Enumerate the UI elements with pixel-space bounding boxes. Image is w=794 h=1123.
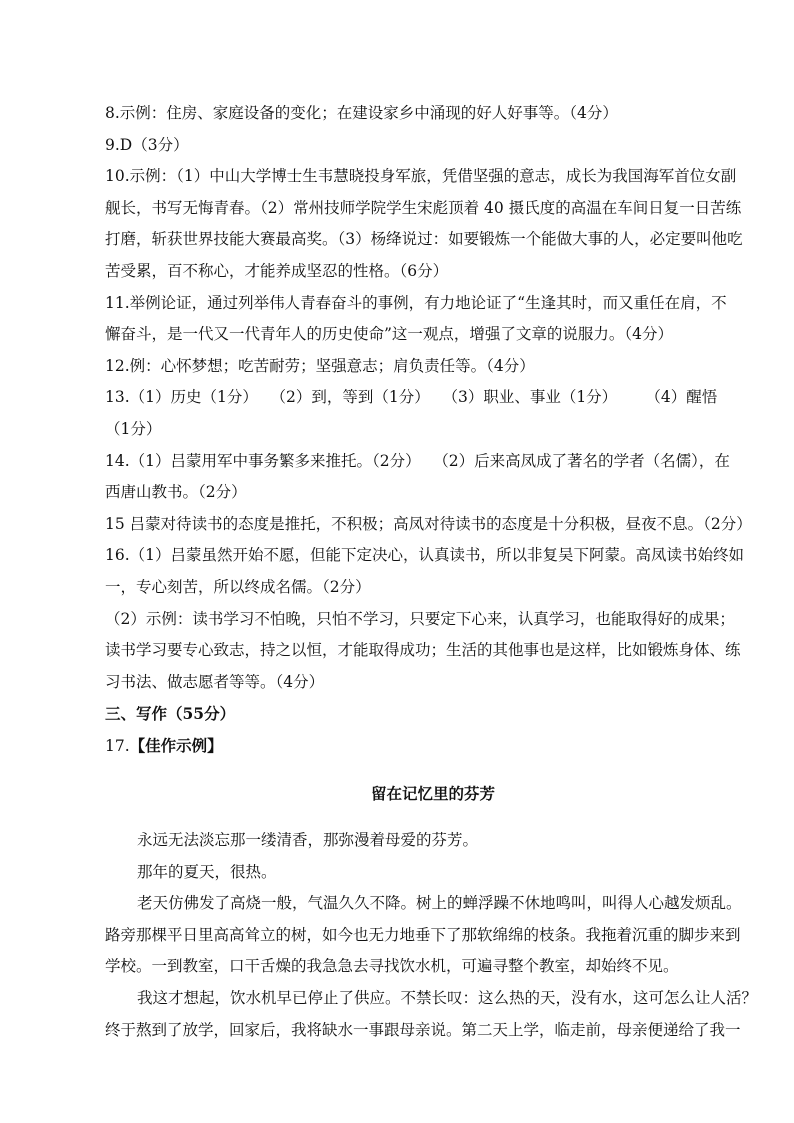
essay-line: 我这才想起，饮水机早已停止了供应。不禁长叹：这么热的天，没有水，这可怎么让人活？ xyxy=(137,989,758,1008)
answer-page xyxy=(105,98,758,1046)
essay-line: 那年的夏天，很热。 xyxy=(137,862,277,881)
answer-line: 打磨，斩获世界技能大赛最高奖。（3）杨绛说过：如要锻炼一个能做大事的人，必定要叫他吃 xyxy=(105,230,743,249)
q17-number: 17. xyxy=(105,736,130,755)
q17-line xyxy=(105,730,725,763)
answer-line: 习书法、做志愿者等等。（4分） xyxy=(105,672,325,691)
answer-line: 13.（1）历史（1分） （2）到，等到（1分） （3）职业、事业（1分） （4）醒悟 xyxy=(105,388,718,407)
answer-line: 16.（1）吕蒙虽然开始不愿，但能下定决心，认真读书，所以非复吴下阿蒙。高凤读书始终如 xyxy=(105,546,745,565)
essay-line: 学校。一到教室，口干舌燥的我急急去寻找饮水机，可遍寻整个教室，却始终不见。 xyxy=(105,957,679,976)
answer-line: 苦受累，百不称心，才能养成坚忍的性格。（6分） xyxy=(105,261,449,280)
answer-line: 一，专心刻苦，所以终成名儒。（2分） xyxy=(105,577,371,596)
q17-label: 【佳作示例】 xyxy=(129,735,223,755)
answer-line: 8.示例：住房、家庭设备的变化；在建设家乡中涌现的好人好事等。（4分） xyxy=(105,104,618,122)
essay-line: 终于熬到了放学，回家后，我将缺水一事跟母亲说。第二天上学，临走前，母亲便递给了我一 xyxy=(105,1020,741,1039)
essay-line: 永远无法淡忘那一缕清香，那弥漫着母爱的芬芳。 xyxy=(137,831,479,850)
answer-line: 11.举例论证，通过列举伟人青春奋斗的事例，有力地论证了“生逢其时，而又重任在肩，不 xyxy=(105,293,727,312)
answer-line: 10.示例：（1）中山大学博士生韦慧晓投身军旅，凭借坚强的意志，成长为我国海军首位女副 xyxy=(105,167,737,186)
answer-line: 14.（1）吕蒙用军中事务繁多来推托。（2分） （2）后来高凤成了著名的学者（名儒），在 xyxy=(105,451,730,470)
answer-line: 舰长，书写无悔青春。（2）常州技师学院学生宋彪顶着 40 摄氏度的高温在车间日复一日苦练 xyxy=(105,198,742,217)
answer-line: 懈奋斗，是一代又一代青年人的历史使命”这一观点，增强了文章的说服力。（4分） xyxy=(105,325,674,344)
answer-line: （2）示例：读书学习不怕晚，只怕不学习，只要定下心来，认真学习，也能取得好的成果； xyxy=(105,609,735,628)
answer-line: （1分） xyxy=(105,419,162,438)
essay-title: 留在记忆里的芬芳 xyxy=(370,783,495,803)
answer-line: 西唐山教书。（2分） xyxy=(105,483,247,502)
section-heading: 三、写作（55分） xyxy=(105,704,236,724)
answer-line: 12.例：心怀梦想；吃苦耐劳；坚强意志；肩负责任等。（4分） xyxy=(105,356,535,375)
essay-line: 老天仿佛发了高烧一般，气温久久不降。树上的蝉浮躁不休地鸣叫，叫得人心越发烦乱。 xyxy=(137,894,742,913)
essay-line: 路旁那棵平日里高高耸立的树，如今也无力地垂下了那软绵绵的枝条。我拖着沉重的脚步来到 xyxy=(105,925,741,944)
answer-line: 15 吕蒙对待读书的态度是推托，不积极；高凤对待读书的态度是十分积极，昼夜不息。（2分） xyxy=(105,514,752,533)
answer-line: 9.D（3分） xyxy=(105,135,189,154)
answer-line: 读书学习要专心致志，持之以恒，才能取得成功；生活的其他事也是这样，比如锻炼身体、练 xyxy=(105,641,741,660)
